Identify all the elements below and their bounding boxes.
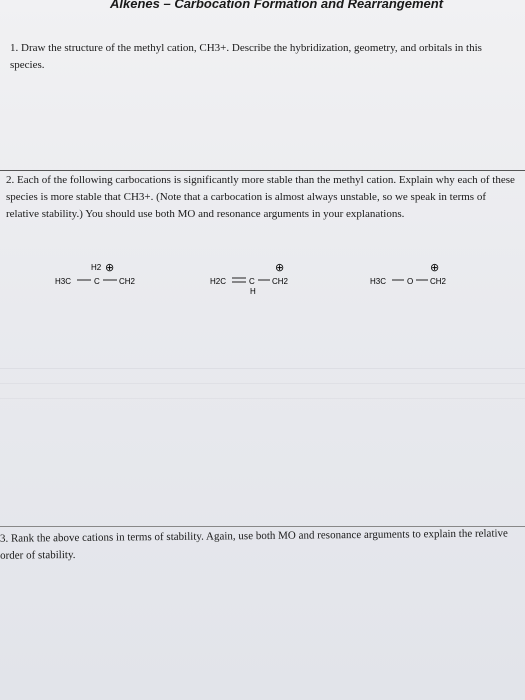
s2-left-group: H2C bbox=[210, 277, 227, 286]
question-2 bbox=[6, 172, 521, 223]
page-title: Alkenes – Carbocation Formation and Rearrangement bbox=[110, 0, 444, 11]
s2-right-group: CH2 bbox=[272, 277, 289, 286]
question-3-text: Rank the above cations in terms of stability. Again, use both MO and resonance arguments to explain the relative order of stability. bbox=[0, 527, 508, 562]
s3-center-atom: O bbox=[407, 277, 414, 286]
s3-right-group: CH2 bbox=[430, 277, 447, 286]
question-1-text: Draw the structure of the methyl cation, CH3+. Describe the hybridization, geometry, and orbitals in this species. bbox=[10, 42, 482, 71]
s2-center-atom: C bbox=[249, 277, 255, 286]
carbocation-structure-1 bbox=[55, 262, 165, 302]
s1-left-group: H3C bbox=[55, 277, 72, 286]
s1-center-atom: C bbox=[94, 277, 100, 286]
question-3 bbox=[0, 525, 525, 564]
question-3-number: 3. bbox=[0, 532, 9, 545]
question-1 bbox=[10, 40, 515, 74]
question-1-number: 1. bbox=[10, 42, 19, 54]
bleed-through-line bbox=[0, 368, 525, 369]
bleed-through-line bbox=[0, 398, 525, 399]
s1-charge: ⊕ bbox=[105, 262, 115, 274]
s1-top-hydrogens: H2 bbox=[91, 263, 102, 272]
carbocation-structure-2 bbox=[210, 262, 320, 302]
s3-left-group: H3C bbox=[370, 277, 387, 286]
s2-bottom-hydrogen: H bbox=[250, 287, 256, 296]
bleed-through-line bbox=[0, 383, 525, 384]
section-divider bbox=[0, 170, 525, 171]
question-2-number: 2. bbox=[6, 174, 15, 186]
carbocation-structure-3 bbox=[370, 262, 480, 302]
s1-right-group: CH2 bbox=[119, 277, 136, 286]
s2-charge: ⊕ bbox=[275, 262, 285, 274]
s3-charge: ⊕ bbox=[430, 262, 440, 274]
question-2-text: Each of the following carbocations is significantly more stable than the methyl cation. Explain why each of these species is more stable that CH3+. (Note that a carbocation is almost always unstable, so we speak in terms of relative stability.) You should use both MO and resonance arguments in your explanations. bbox=[6, 174, 515, 220]
